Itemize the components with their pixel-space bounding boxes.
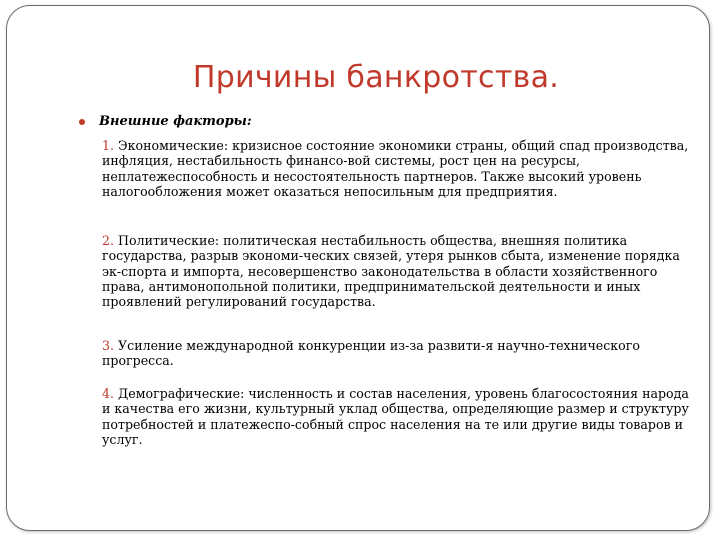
factor-text: Политические: политическая нестабильность общества, внешняя политика государства, разрыв экономи-ческих связей, утеря рынков сбыта, изменение порядка эк-спорта и импорта, несовершенство законодательства в области хозяйственного права, антимонопольной политики, предпринимательской деятельности и иных проявлений регулирований государства.	[102, 233, 680, 310]
factor-text: Экономические: кризисное состояние экономики страны, общий спад производства, инфляция, нестабильность финансо-вой системы, рост цен на ресурсы, неплатежеспособность и несостоятельность партнеров. Также высокий уровень налогообложения может оказаться непосильным для предприятия.	[102, 138, 689, 199]
factor-number: 4.	[102, 386, 115, 401]
external-factors-heading: Внешние факторы:	[99, 114, 252, 129]
factor-economic	[102, 138, 692, 199]
factor-political	[102, 233, 692, 309]
factor-number: 3.	[102, 338, 115, 353]
bullet-dot-icon	[79, 119, 85, 125]
factor-number: 2.	[102, 233, 115, 248]
factor-text: Усиление международной конкуренции из-за развити-я научно-технического прогресса.	[102, 338, 640, 369]
factor-competition	[102, 338, 692, 369]
factor-number: 1.	[102, 138, 115, 153]
bullet-external-factors	[79, 114, 252, 129]
slide-title: Причины банкротства.	[192, 60, 560, 95]
factor-text: Демографические: численность и состав населения, уровень благосостояния народа и качества его жизни, культурный уклад общества, определяющие размер и структуру потребностей и платежеспо-собный спрос населения на те или другие виды товаров и услуг.	[102, 386, 689, 447]
factor-demographic	[102, 386, 692, 447]
